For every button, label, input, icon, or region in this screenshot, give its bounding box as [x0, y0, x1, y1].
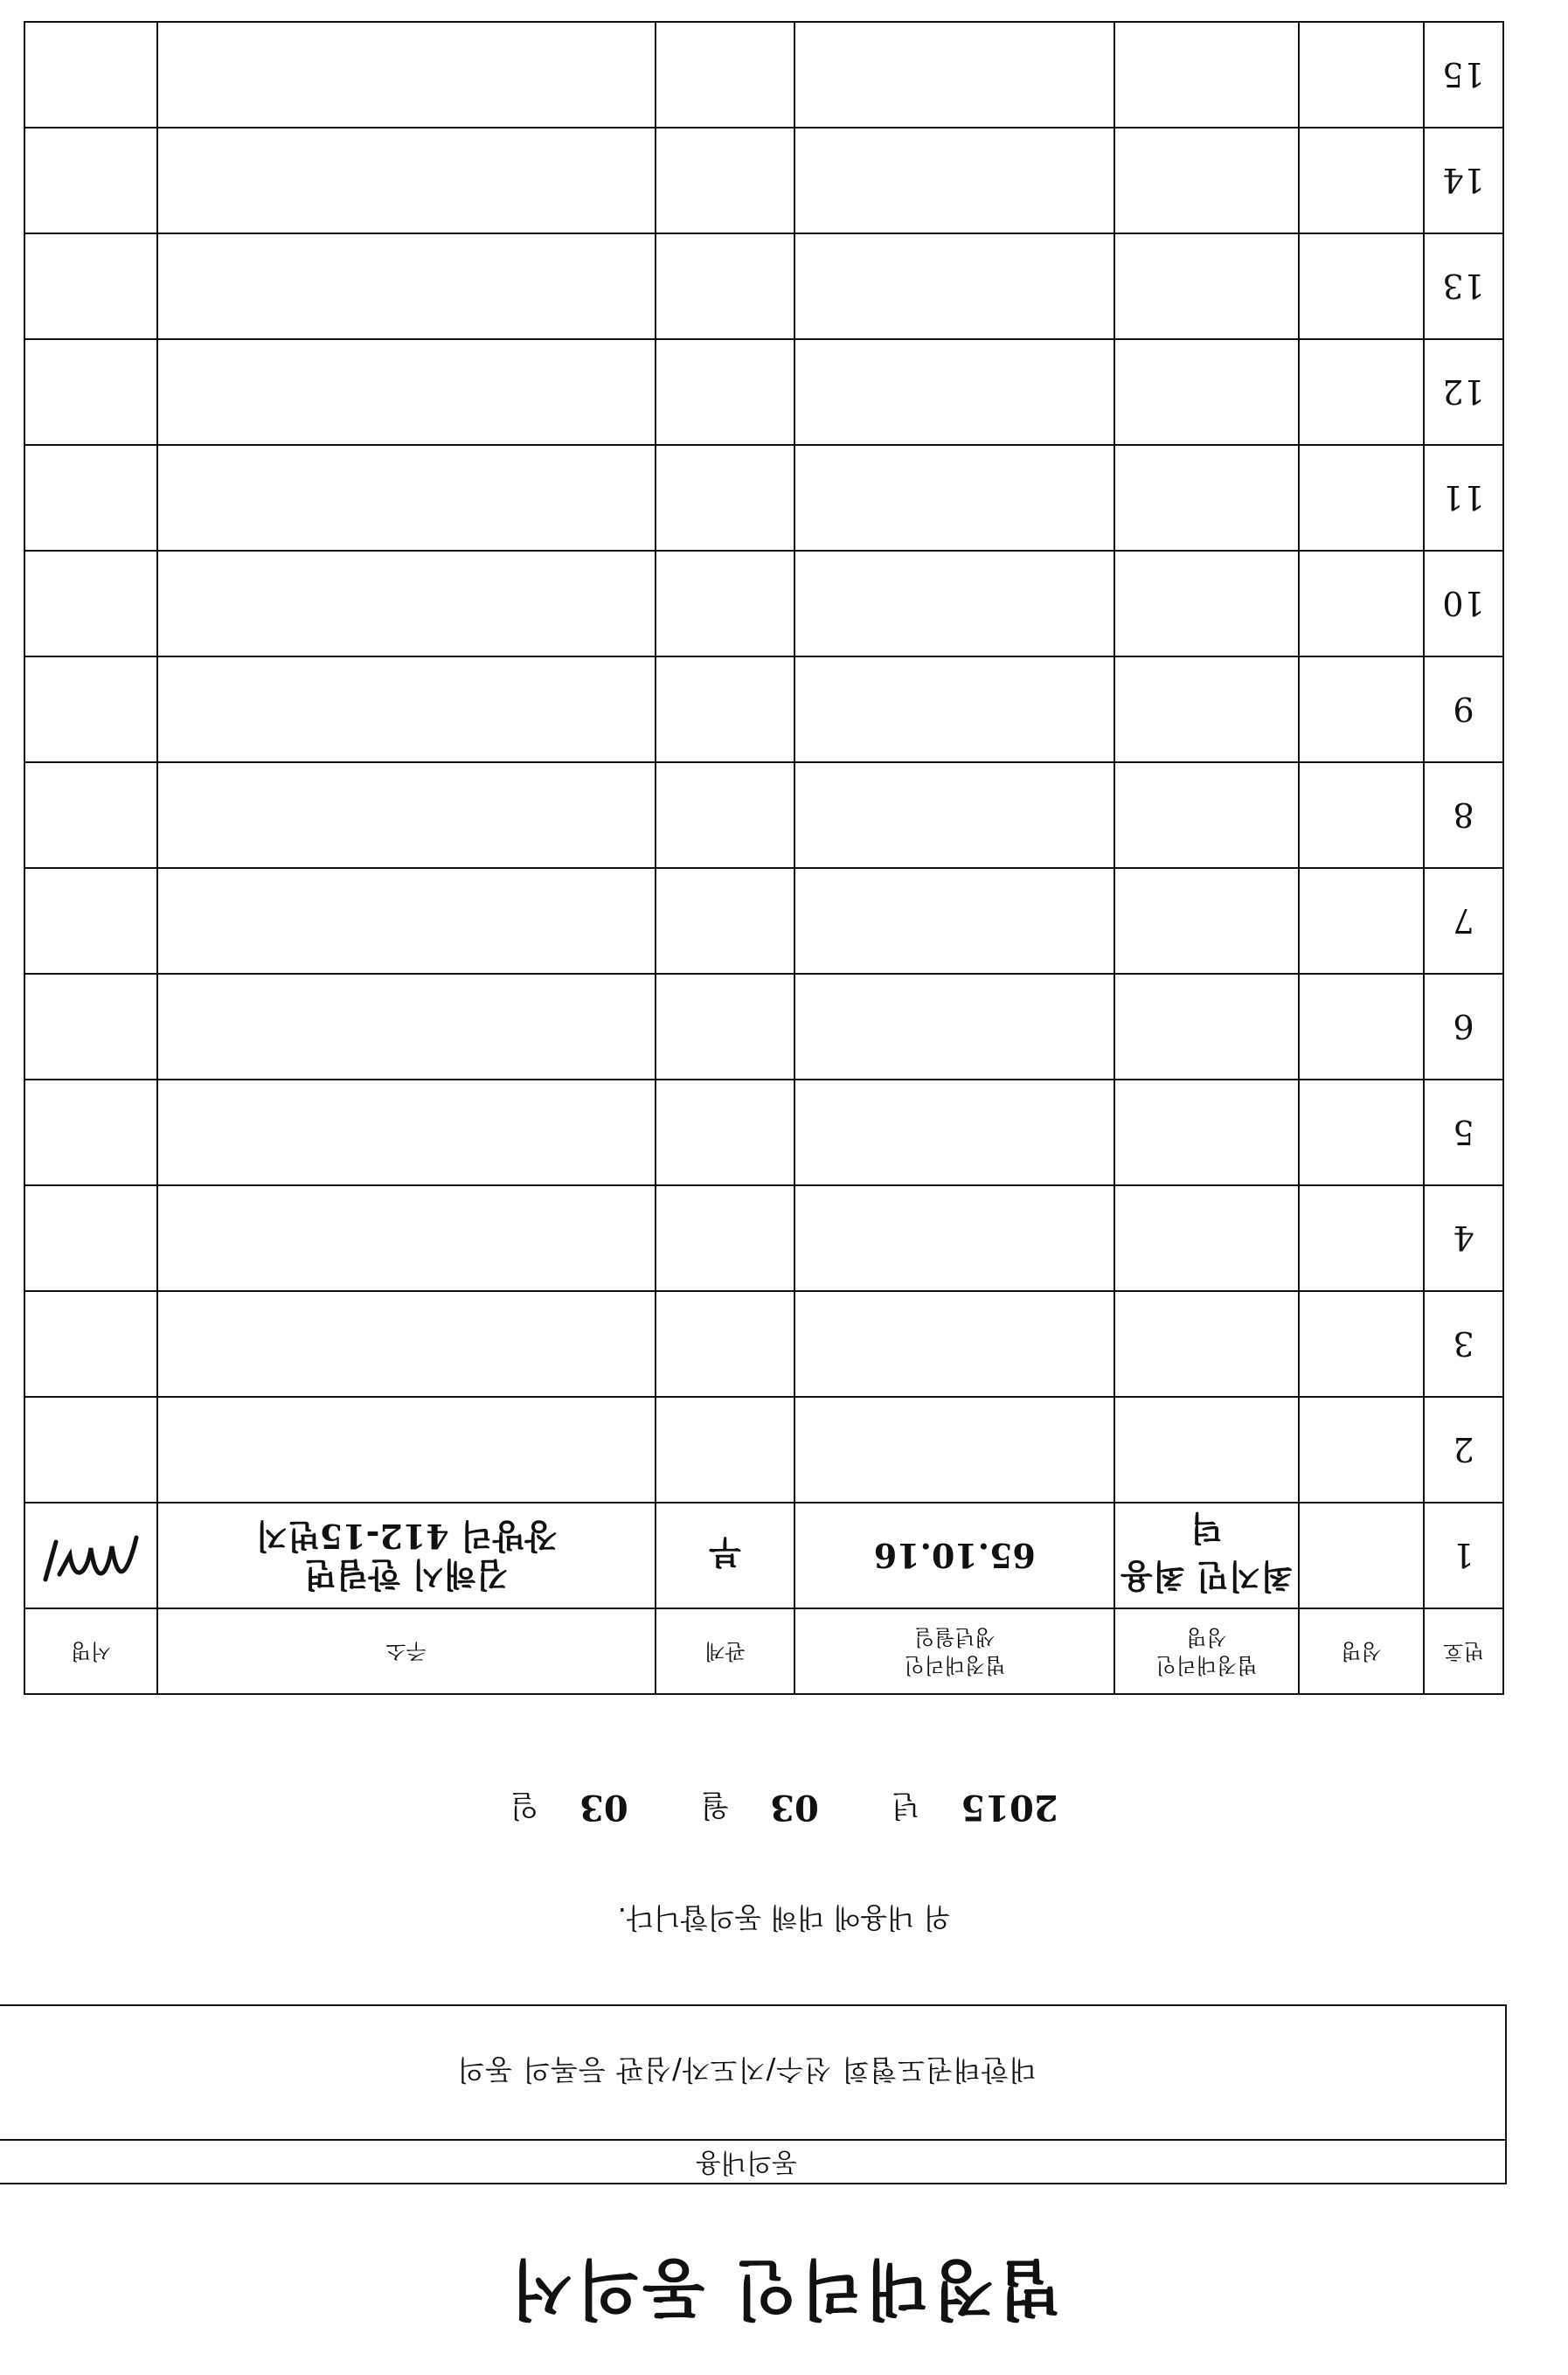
header-guardian-birth: 법정대리인 생년월일 — [794, 1608, 1114, 1694]
cell-guardian-name — [1114, 762, 1298, 868]
cell-address — [157, 445, 656, 551]
cell-relation — [656, 551, 795, 656]
cell-guardian-name — [1114, 1397, 1298, 1503]
cell-address — [157, 1185, 656, 1291]
cell-no: 7 — [1424, 868, 1503, 974]
cell-relation — [656, 1080, 795, 1185]
cell-guardian-name — [1114, 551, 1298, 656]
cell-relation — [656, 1397, 795, 1503]
cell-relation — [656, 445, 795, 551]
cell-name — [1299, 1185, 1425, 1291]
cell-relation — [656, 22, 795, 128]
cell-guardian-birth — [794, 233, 1114, 339]
header-name: 성명 — [1299, 1608, 1425, 1694]
date-month-group — [685, 1787, 835, 1830]
cell-address — [157, 762, 656, 868]
cell-guardian-birth — [794, 22, 1114, 128]
date-day-unit: 일 — [510, 1788, 539, 1823]
header-guardian-name: 법정대리인 성명 — [1114, 1608, 1298, 1694]
cell-no: 4 — [1424, 1185, 1503, 1291]
date-month-unit: 월 — [700, 1788, 730, 1823]
cell-guardian-birth — [794, 762, 1114, 868]
cell-signature — [24, 1080, 157, 1185]
cell-address — [157, 1080, 656, 1185]
cell-no: 5 — [1424, 1080, 1503, 1185]
cell-relation — [656, 1185, 795, 1291]
cell-guardian-birth: 65.10.16 — [794, 1503, 1114, 1608]
cell-name — [1299, 1503, 1425, 1608]
table-row — [24, 1080, 1503, 1185]
cell-address — [157, 22, 656, 128]
date-day: 03 — [579, 1787, 628, 1828]
cell-no: 15 — [1424, 22, 1503, 128]
cell-guardian-name — [1114, 339, 1298, 445]
cell-guardian-birth — [794, 445, 1114, 551]
cell-name — [1299, 22, 1425, 128]
cell-no: 14 — [1424, 128, 1503, 233]
cell-address — [157, 128, 656, 233]
cell-guardian-birth — [794, 339, 1114, 445]
cell-guardian-birth — [794, 656, 1114, 762]
cell-relation — [656, 868, 795, 974]
cell-no: 8 — [1424, 762, 1503, 868]
cell-address — [157, 656, 656, 762]
consent-header: 동의내용 — [0, 2139, 1505, 2183]
guardian-table — [24, 21, 1504, 1695]
cell-name — [1299, 128, 1425, 233]
date-line — [0, 1787, 1568, 1830]
cell-signature — [24, 762, 157, 868]
table-row — [24, 128, 1503, 233]
cell-signature — [24, 868, 157, 974]
cell-address — [157, 551, 656, 656]
cell-name — [1299, 868, 1425, 974]
date-year-unit: 년 — [891, 1788, 920, 1823]
cell-guardian-birth — [794, 1291, 1114, 1397]
cell-relation — [656, 339, 795, 445]
cell-name — [1299, 762, 1425, 868]
cell-guardian-birth — [794, 551, 1114, 656]
table-row — [24, 1185, 1503, 1291]
table-header-row — [24, 1608, 1503, 1694]
cell-name — [1299, 1291, 1425, 1397]
table-row — [24, 1503, 1503, 1608]
cell-signature — [24, 1185, 157, 1291]
cell-signature — [24, 233, 157, 339]
cell-guardian-name: 최지민 최용덕 — [1114, 1503, 1298, 1608]
cell-relation: 부 — [656, 1503, 795, 1608]
cell-guardian-name — [1114, 128, 1298, 233]
table-row — [24, 233, 1503, 339]
cell-signature — [24, 551, 157, 656]
cell-signature — [24, 656, 157, 762]
table-row — [24, 762, 1503, 868]
cell-name — [1299, 233, 1425, 339]
cell-address — [157, 233, 656, 339]
cell-no: 3 — [1424, 1291, 1503, 1397]
table-row — [24, 445, 1503, 551]
cell-no: 13 — [1424, 233, 1503, 339]
cell-signature — [24, 1397, 157, 1503]
cell-guardian-name — [1114, 1080, 1298, 1185]
cell-relation — [656, 762, 795, 868]
table-row — [24, 1397, 1503, 1503]
cell-name — [1299, 974, 1425, 1080]
cell-signature — [24, 1291, 157, 1397]
table-row — [24, 656, 1503, 762]
cell-address — [157, 1291, 656, 1397]
signature-mark — [24, 1503, 157, 1608]
table-row — [24, 974, 1503, 1080]
cell-no: 9 — [1424, 656, 1503, 762]
table-row — [24, 551, 1503, 656]
cell-address — [157, 1397, 656, 1503]
table-row — [24, 868, 1503, 974]
date-year: 2015 — [961, 1787, 1058, 1828]
cell-no: 12 — [1424, 339, 1503, 445]
cell-no: 1 — [1424, 1503, 1503, 1608]
cell-guardian-name — [1114, 22, 1298, 128]
cell-name — [1299, 656, 1425, 762]
cell-no: 6 — [1424, 974, 1503, 1080]
cell-guardian-name — [1114, 656, 1298, 762]
header-relation: 관계 — [656, 1608, 795, 1694]
cell-guardian-birth — [794, 1185, 1114, 1291]
agreement-text: 위 내용에 대해 동의합니다. — [617, 1901, 951, 1934]
cell-address — [157, 339, 656, 445]
cell-signature — [24, 445, 157, 551]
cell-guardian-name — [1114, 445, 1298, 551]
cell-name — [1299, 445, 1425, 551]
header-signature: 서명 — [24, 1608, 157, 1694]
cell-guardian-name — [1114, 974, 1298, 1080]
header-no: 번호 — [1424, 1608, 1503, 1694]
cell-no: 11 — [1424, 445, 1503, 551]
cell-name — [1299, 339, 1425, 445]
cell-relation — [656, 974, 795, 1080]
cell-address: 김해시 한림면 장방리 412-15번지 — [157, 1503, 656, 1608]
page-title: 법정대리인 동의서 — [507, 2251, 1061, 2326]
cell-signature — [24, 22, 157, 128]
cell-guardian-name — [1114, 1185, 1298, 1291]
table-body — [24, 22, 1503, 1608]
cell-guardian-birth — [794, 868, 1114, 974]
cell-guardian-birth — [794, 128, 1114, 233]
cell-relation — [656, 1291, 795, 1397]
cell-address — [157, 868, 656, 974]
cell-relation — [656, 656, 795, 762]
cell-name — [1299, 1397, 1425, 1503]
cell-name — [1299, 1080, 1425, 1185]
cell-relation — [656, 128, 795, 233]
date-day-group — [494, 1787, 643, 1830]
cell-guardian-birth — [794, 1397, 1114, 1503]
cell-signature — [24, 974, 157, 1080]
cell-guardian-birth — [794, 1080, 1114, 1185]
consent-body: 대한태권도협회 선수/지도자/심판 등록의 동의 — [456, 2053, 1037, 2087]
cell-name — [1299, 551, 1425, 656]
cell-no: 10 — [1424, 551, 1503, 656]
cell-relation — [656, 233, 795, 339]
date-year-group — [876, 1787, 1074, 1830]
cell-guardian-name — [1114, 1291, 1298, 1397]
cell-address — [157, 974, 656, 1080]
cell-guardian-name — [1114, 868, 1298, 974]
table-row — [24, 339, 1503, 445]
header-address: 주소 — [157, 1608, 656, 1694]
table-row — [24, 1291, 1503, 1397]
cell-signature — [24, 128, 157, 233]
table-row — [24, 22, 1503, 128]
cell-signature — [24, 339, 157, 445]
consent-box — [0, 2004, 1507, 2184]
date-month: 03 — [770, 1787, 819, 1828]
cell-no: 2 — [1424, 1397, 1503, 1503]
cell-guardian-birth — [794, 974, 1114, 1080]
cell-guardian-name — [1114, 233, 1298, 339]
